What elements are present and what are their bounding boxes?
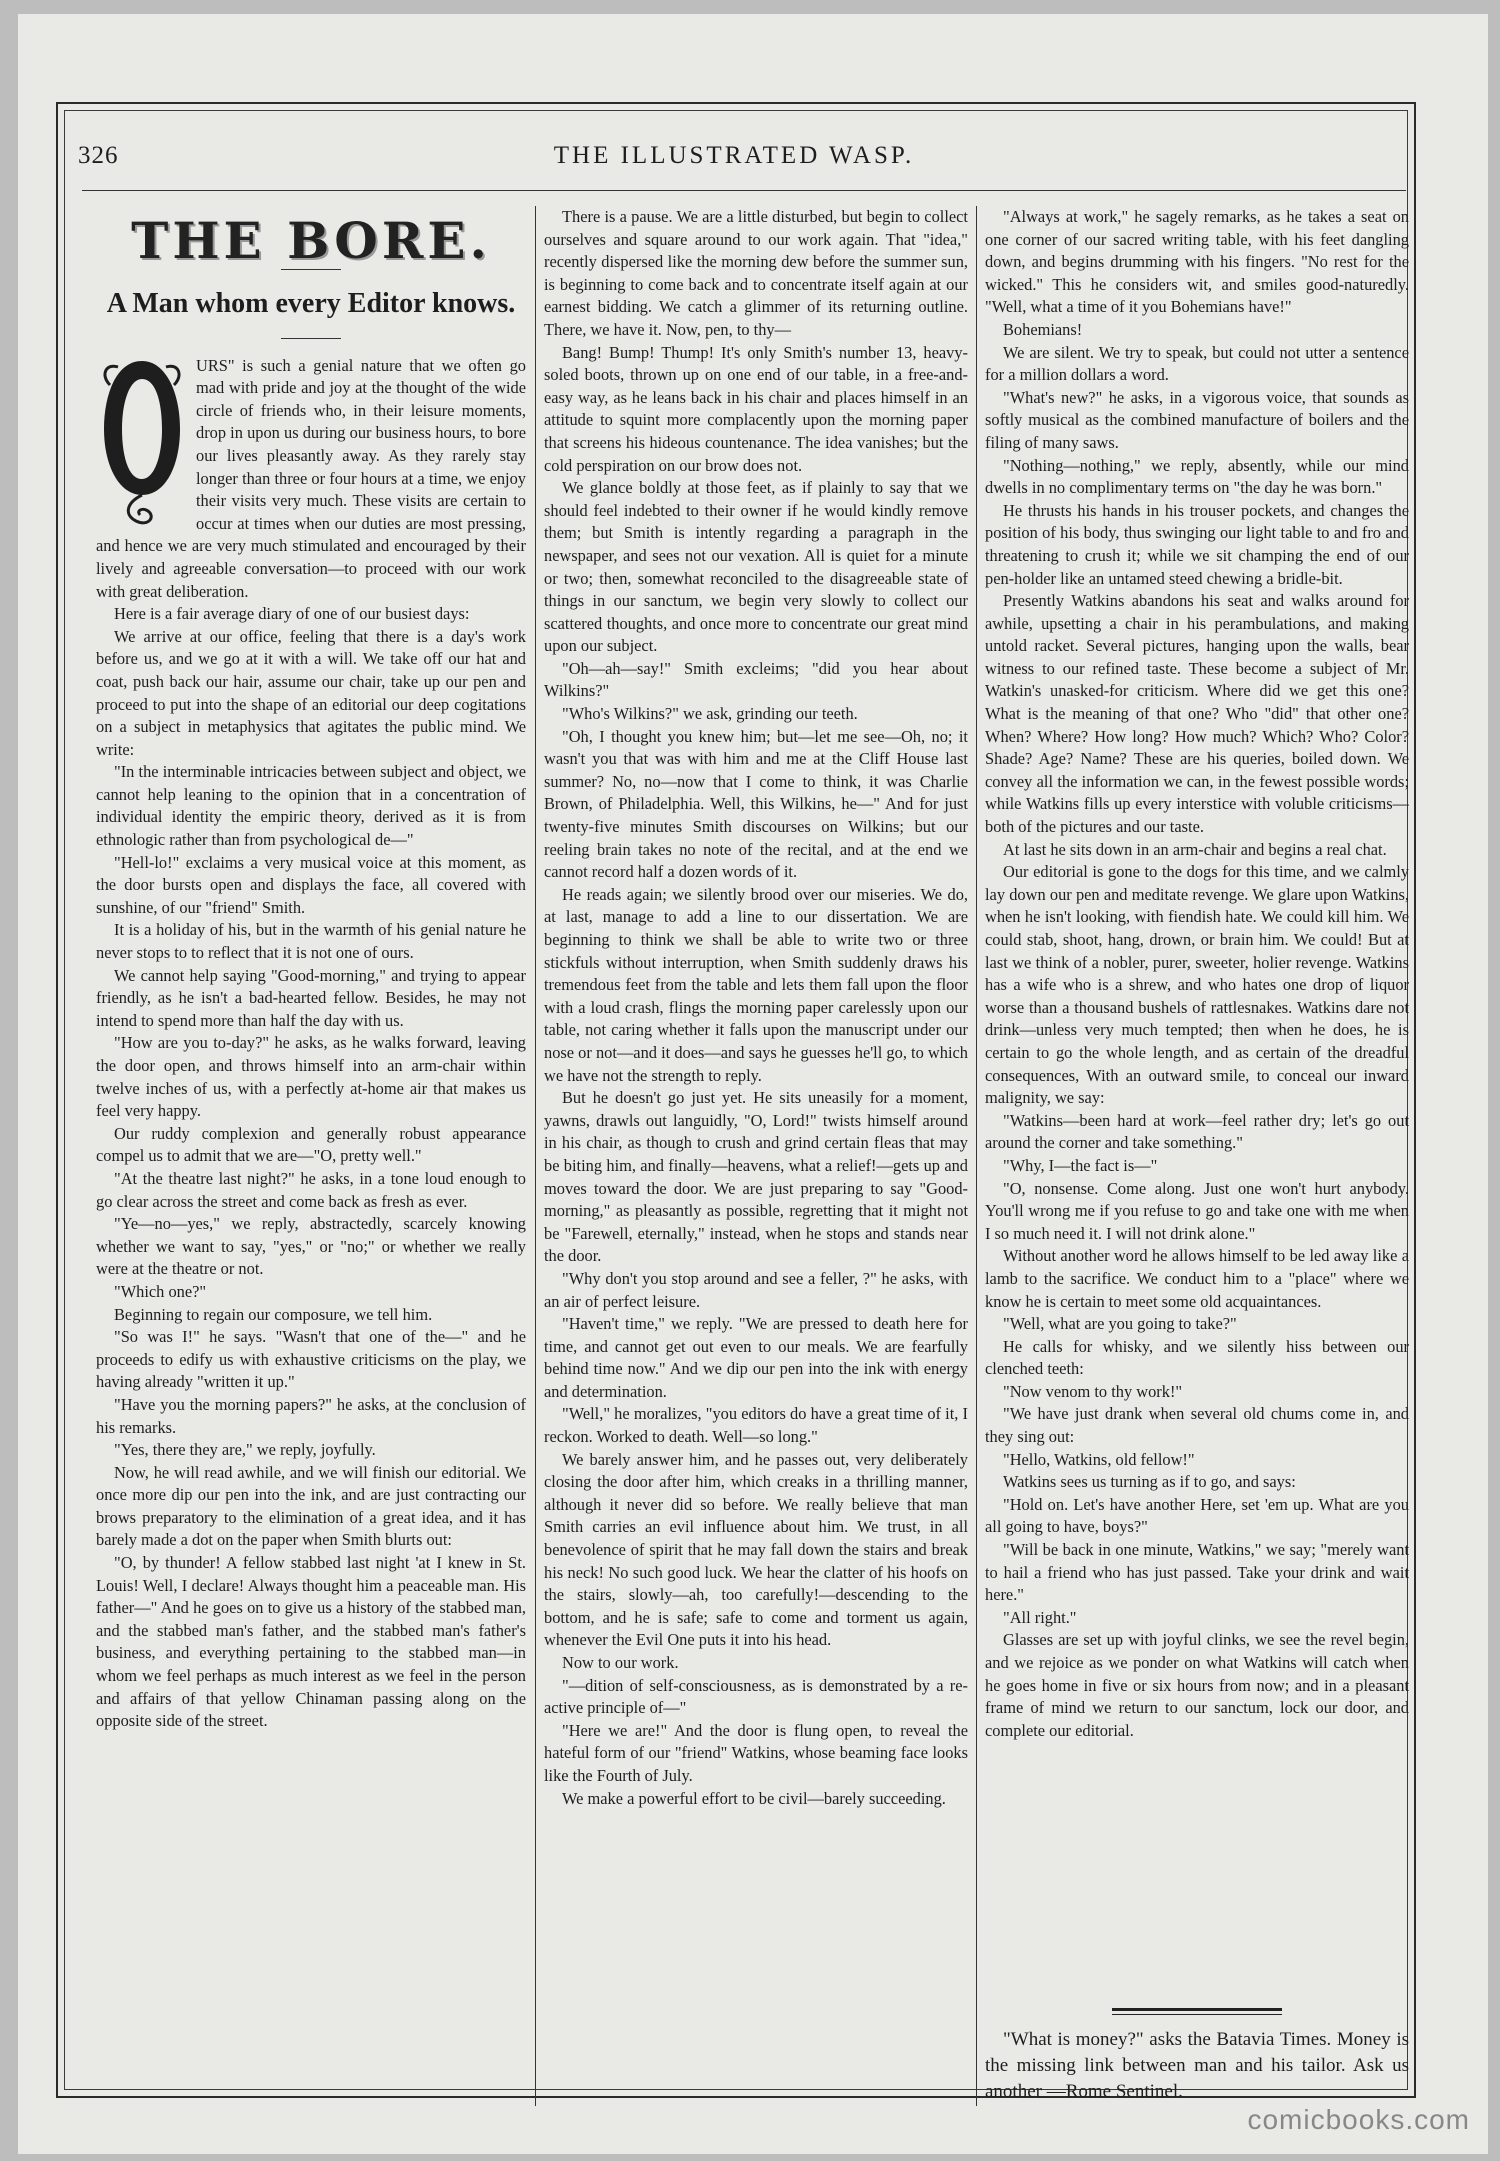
paragraph: "At the theatre last night?" he asks, in a tone loud enough to go clear across the street and come back as fresh as ever. — [96, 1168, 526, 1211]
article-column-3 — [985, 206, 1409, 1986]
article-subtitle: A Man whom every Editor knows. — [106, 287, 516, 319]
paragraph: We glance boldly at those feet, as if plainly to say that we should feel indebted to their owner if he would kindly remove them; but Smith is intently regarding a paragraph in the newspaper, and sees not our vexation. All is quiet for a minute or two; then, somewhat reconciled to the disagreeable state of things in our sanctum, we begin very slowly to collect our scattered thoughts, and once more to concentrate our great mind upon our subject. — [544, 478, 968, 656]
paragraph: "Will be back in one minute, Watkins," we say; "merely want to hail a friend who has just passed. Take your drink and wait here." — [985, 1540, 1409, 1605]
paragraph: "Why, I—the fact is—" — [1003, 1155, 1158, 1175]
paragraph: "Haven't time," we reply. "We are pressed to death here for time, and cannot get out even to our meals. We are fearfully behind time now." And we dip our pen into the ink with energy and determination. — [544, 1314, 968, 1401]
paragraph: "Oh—ah—say!" Smith excleims; "did you hear about Wilkins?" — [544, 658, 968, 701]
paragraph: We are silent. We try to speak, but could not utter a sentence for a million dollars a word. — [985, 342, 1409, 385]
paragraph: We barely answer him, and he passes out, very deliberately closing the door after him, which creaks in a thrilling manner, although it never did so before. We really believe that man Smith carries an evil influence about him. We trust, in all benevolence of spirit that he may fall down the stairs and break his neck! No such good luck. We hear the clatter of his hoofs on the stairs, slowly—ah, too carefully!—descending to the bottom, and he is safe; safe to come and torment us again, whenever the Evil One puts it into his head. — [544, 1449, 968, 1650]
paragraph: "Which one?" — [114, 1281, 207, 1301]
paragraph: Glasses are set up with joyful clinks, we see the revel begin, and we rejoice as we ponder on what Watkins will catch when he goes home in five or six hours from now; and in a pleasant frame of mind we return to our sanctum, lock our door, and complete our editorial. — [985, 1630, 1409, 1740]
paragraph: "Oh, I thought you knew him; but—let me see—Oh, no; it wasn't you that was with him and me at the Cliff House last summer? No, no—now that I come to think, it was Charlie Brown, of Philadelphia. Well, this Wilkins, he—" And for just twenty-five minutes Smith discourses on Wilkins; but our reeling brain takes no note of the recital, and at the end we cannot record half a dozen words of it. — [544, 726, 968, 882]
paragraph: Here is a fair average diary of one of our busiest days: — [114, 604, 470, 624]
publication-title: THE ILLUSTRATED WASP. — [553, 142, 915, 169]
column-rule-1 — [535, 206, 536, 2106]
paragraph: Bohemians! — [1003, 319, 1083, 339]
paragraph: Watkins sees us turning as if to go, and says: — [1003, 1472, 1296, 1492]
paragraph: "Ye—no—yes," we reply, abstractedly, scarcely knowing whether we want to say, "yes," or "no;" or whether we really were at the theatre or not. — [96, 1214, 526, 1279]
opening-paragraph — [96, 355, 526, 604]
paragraph: Beginning to regain our composure, we tell him. — [114, 1304, 433, 1324]
filler-rule — [1112, 2008, 1282, 2015]
paragraph: Presently Watkins abandons his seat and walks around for awhile, upsetting a chair in his perambulations, and making untold racket. Several pictures, hanging upon the walls, bear witness to our refined taste. These become a subject of Mr. Watkin's unasked-for criticism. Where did we get this one? What is the meaning of that one? Who "did" that other one? When? Where? How long? How much? Which? Who? Color? Shade? Age? Name? These are his queries, boiled down. We convey all the information we can, in the fewest possible words; while Watkins fills up every interstice with voluble criticisms—both of the pictures and our taste. — [985, 591, 1409, 837]
ornamental-dropcap-icon — [96, 355, 188, 533]
paragraph: "Here we are!" And the door is flung open, to reveal the hateful form of our "friend" Watkins, whose beaming face looks like the Fourth of July. — [544, 1720, 968, 1785]
paragraph: He calls for whisky, and we silently hiss between our clenched teeth: — [985, 1336, 1409, 1379]
paragraph: We arrive at our office, feeling that there is a day's work before us, and we go at it with a will. We take off our hat and coat, push back our hair, assume our chair, take up our pen and proceed to put into the shape of an editorial our deep cogitations on a subject in metaphysics that agitates the public mind. We write: — [96, 626, 526, 759]
article-title: THE BORE. — [131, 211, 491, 270]
paragraph: "O, by thunder! A fellow stabbed last night 'at I knew in St. Louis! Well, I declare! Always thought him a peaceable man. His father—" And he goes on to give us a history of the stabbed man, and the stabbed man's father, and the stabbed man's father's business, and everything pertaining to the stabbed man—in whom we feel perhaps as much interest as we feel in the person and affairs of that yellow Chinaman passing along on the opposite side of the street. — [96, 1553, 526, 1731]
paragraph: "—dition of self-consciousness, as is demonstrated by a re-active principle of—" — [544, 1675, 968, 1718]
page-number: 326 — [78, 142, 119, 169]
paragraph: But he doesn't go just yet. He sits uneasily for a moment, yawns, drawls out languidly, "O, Lord!" twists himself around in his chair, as though to crush and grind certain fleas that may be biting him, and finally—heavens, what a relief!—gets up and moves toward the door. We are just preparing to say "Good-morning," as pleasantly as possible, regretting that it might not be "Farewell, eternally," instead, when he stops and stands near the door. — [544, 1088, 968, 1266]
paragraph: We make a powerful effort to be civil—barely succeeding. — [562, 1788, 946, 1808]
paragraph: "Who's Wilkins?" we ask, grinding our teeth. — [562, 704, 858, 724]
paragraph: Now to our work. — [562, 1653, 679, 1672]
page-header — [78, 142, 1390, 184]
paragraph: "Watkins—been hard at work—feel rather dry; let's go out around the corner and take something." — [985, 1110, 1409, 1153]
paragraph: Our ruddy complexion and generally robust appearance compel us to admit that we are—"O, pretty well." — [96, 1123, 526, 1166]
paragraph: "So was I!" he says. "Wasn't that one of the—" and he proceeds to edify us with exhaustive criticisms on the play, we having already "written it up." — [96, 1327, 526, 1392]
paragraph: "Well, what are you going to take?" — [1003, 1314, 1237, 1334]
article-column-1 — [96, 206, 526, 2096]
paragraph: "What's new?" he asks, in a vigorous voice, that sounds as softly musical as the combined manufacture of boilers and the filing of many saws. — [985, 387, 1409, 452]
paragraph: URS" is such a genial nature that we often go mad with pride and joy at the thought of the wide circle of friends who, in their leisure moments, drop in upon us during our business hours, to bore our lives pleasantly away. As they rarely stay longer than three or four hours at a time, we enjoy their visits very much. These visits are certain to occur at times when our duties are most pressing, and hence we are very much stimulated and encouraged by their lively and agreeable conversation—to proceed with our work with great deliberation. — [96, 355, 526, 601]
header-rule — [82, 190, 1406, 191]
paragraph: "We have just drank when several old chums come in, and they sing out: — [985, 1404, 1409, 1447]
paragraph: "Why don't you stop around and see a feller, ?" he asks, with an air of perfect leisure. — [544, 1268, 968, 1311]
filler-text: "What is money?" asks the Batavia Times. Money is the missing link between man and his tailor. Ask us another —Rome Sentinel. — [985, 2029, 1409, 2102]
paragraph: "Hold on. Let's have another Here, set 'em up. What are you all going to have, boys?" — [985, 1494, 1409, 1537]
paragraph: Now, he will read awhile, and we will finish our editorial. We once more dip our pen into the ink, and are just contracting our brows preparatory to the elimination of a great idea, and it has barely made a dot on the paper when Smith blurts out: — [96, 1462, 526, 1550]
paragraph: "Now venom to thy work!" — [1003, 1381, 1183, 1401]
paragraph: "O, nonsense. Come along. Just one won't hurt anybody. You'll wrong me if you refuse to go and take one with me when I so much need it. I will not drink alone." — [985, 1178, 1409, 1243]
paragraph: There is a pause. We are a little disturbed, but begin to collect ourselves and square around to our work again. That "idea," recently dispersed like the morning dew before the summer sun, is beginning to come back and to concentrate itself again at our earnest bidding. We catch a glimmer of its returning outline. There, we have it. Now, pen, to thy— — [544, 207, 968, 339]
paragraph: It is a holiday of his, but in the warmth of his genial nature he never stops to to reflect that it is not one of ours. — [96, 920, 526, 963]
article-column-2 — [544, 206, 968, 2096]
paragraph: "Hello, Watkins, old fellow!" — [1003, 1449, 1195, 1469]
subtitle-rule — [281, 338, 341, 339]
paragraph: Without another word he allows himself to be led away like a lamb to the sacrifice. We conduct him to a "place" where we know he is certain to meet some old acquaintances. — [985, 1246, 1409, 1311]
paragraph: "Have you the morning papers?" he asks, at the conclusion of his remarks. — [96, 1394, 526, 1437]
filler-block — [985, 1988, 1409, 2105]
paragraph: He reads again; we silently brood over our miseries. We do, at last, manage to add a line to our dissertation. We are beginning to think we shall be able to write two or three stickfuls without interruption, when Smith suddenly draws his tremendous feet from the table and lets them fall upon the floor with a loud crash, flings the morning paper carelessly upon our table, not caring whether it falls upon the manuscript under our nose or not—and it does—and says he guesses he'll go, to which we have not the strength to reply. — [544, 884, 968, 1085]
paragraph: At last he sits down in an arm-chair and begins a real chat. — [1003, 839, 1387, 859]
paragraph: "Always at work," he sagely remarks, as he takes a seat on one corner of our sacred writing table, with his feet dangling down, and begins drumming with his fingers. "No rest for the wicked." This he considers wit, and smiles good-naturedly. "Well, what a time of it you Bohemians have!" — [985, 207, 1409, 317]
paragraph: "In the interminable intricacies between subject and object, we cannot help leaning to the opinion that in a concentration of individual identity the empiric theory, derived as it is from ethnologic rather than from psychological de—" — [96, 762, 526, 850]
column-rule-2 — [976, 206, 977, 2106]
paragraph: "How are you to-day?" he asks, as he walks forward, leaving the door open, and throws himself into an arm-chair within twelve inches of us, with a perfectly at-home air that makes us feel very happy. — [96, 1033, 526, 1121]
paragraph: Our editorial is gone to the dogs for this time, and we calmly lay down our pen and meditate revenge. We glare upon Watkins, when he isn't looking, with fiendish hate. We could kill him. We could stab, shoot, hang, drown, or brain him. We could! But at last we think of a nobler, purer, sweeter, holier revenge. Watkins has a wife who is a shrew, and who hates one drop of liquor worse than a thousand bushels of rattlesnakes. Watkins dare not drink—unless very much tempted; then when he does, he is certain to go the whole length, and as certain of the dreadful consequences, With an outward smile, to conceal our inward malignity, we say: — [985, 862, 1409, 1108]
paragraph: Bang! Bump! Thump! It's only Smith's number 13, heavy-soled boots, thrown up on one end of our table, in a free-and-easy way, as he leans back in his chair and places himself in an attitude to squint more complacently upon the morning paper that screens his hideous countenance. The idea vanishes; but the cold perspiration on our brow does not. — [544, 342, 968, 475]
paragraph: "All right." — [1003, 1607, 1077, 1627]
paragraph: "Hell-lo!" exclaims a very musical voice at this moment, as the door bursts open and displays the face, all covered with sunshine, of our "friend" Smith. — [96, 852, 526, 917]
paragraph: "Yes, there they are," we reply, joyfully. — [114, 1440, 376, 1460]
paragraph: "Well," he moralizes, "you editors do have a great time of it, I reckon. Worked to death. Well—so long." — [544, 1404, 968, 1447]
watermark: comicbooks.com — [1247, 2104, 1470, 2135]
paragraph: "Nothing—nothing," we reply, absently, while our mind dwells in no complimentary terms on "the day he was born." — [985, 455, 1409, 498]
paragraph: We cannot help saying "Good-morning," and trying to appear friendly, as he isn't a bad-hearted fellow. Besides, he may not intend to spend more than half the day with us. — [96, 965, 526, 1030]
paragraph: He thrusts his hands in his trouser pockets, and changes the position of his body, thus swinging our light table to and fro and threatening to crush it; while we sit champing the end of our pen-holder like an untamed steed chewing a bridle-bit. — [985, 500, 1409, 588]
svg-text:O: O — [133, 417, 151, 442]
